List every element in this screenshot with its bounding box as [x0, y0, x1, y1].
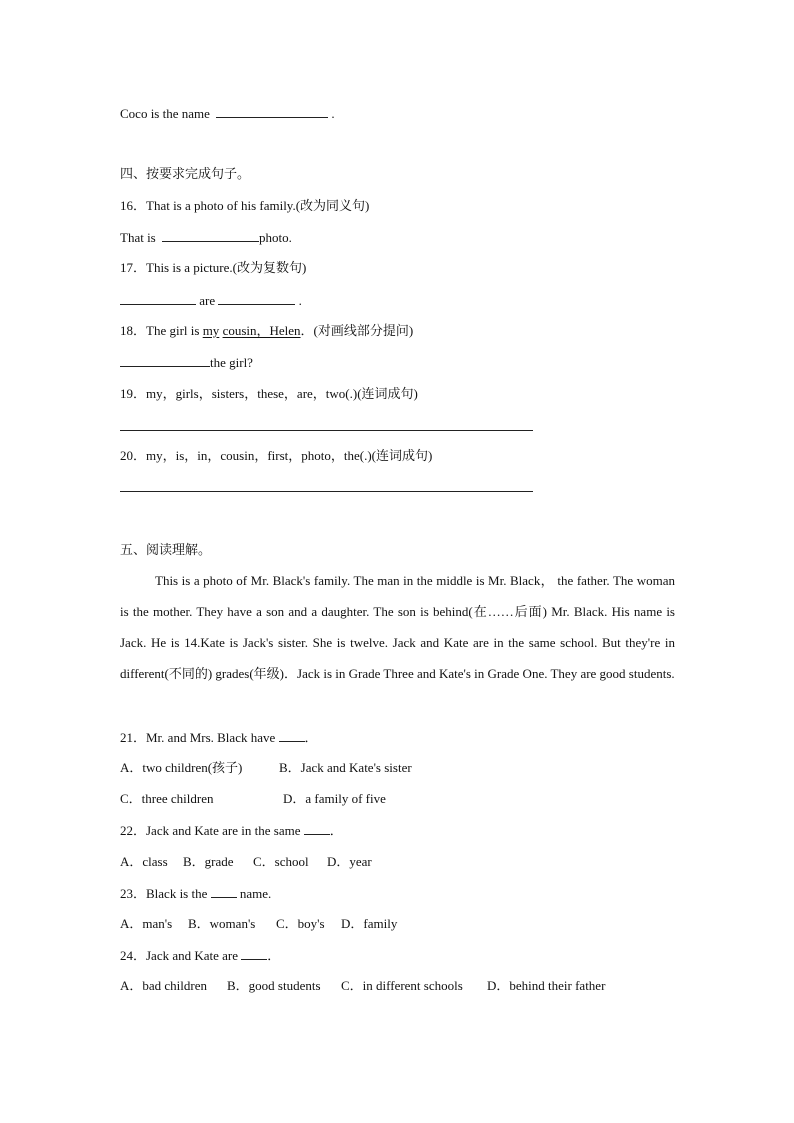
question-15-line [120, 105, 335, 122]
answer-blank[interactable] [120, 292, 196, 305]
question-23-options [120, 916, 397, 932]
option-a[interactable]: A．two children(孩子) [120, 760, 243, 775]
passage-text: This is a photo of Mr. Black's family. The man in the middle is Mr. Black， the father. The woman is the mother. They have a son and a daughter. The son is behind(在……后面) Mr. Black. His name is Jack. He is 14.Kate is Jack's sister. She is twelve. Jack and Kate are in the same school. But they're in different(不同的) grades(年级)．Jack is in Grade Three and Kate's in Grade One. They are good students. [120, 573, 675, 681]
question-19-prompt: 19．my，girls，sisters，these，are，two(.)(连词成句) [120, 386, 418, 401]
question-21-options-row-2 [120, 791, 386, 807]
question-20-prompt: 20．my，is，in，cousin，first，photo，the(.)(连词成句) [120, 448, 433, 463]
answer-blank[interactable] [216, 105, 328, 118]
answer-blank[interactable] [211, 885, 237, 898]
question-17-prompt: 17．This is a picture.(改为复数句) [120, 260, 307, 275]
answer-end: the girl? [210, 355, 253, 370]
answer-blank[interactable] [279, 729, 305, 742]
question-24-options [120, 978, 605, 994]
answer-blank[interactable] [162, 229, 259, 242]
option-a[interactable]: A．class [120, 854, 168, 869]
stem-end: ． [329, 823, 343, 838]
stem-text: 23．Black is the [120, 886, 208, 901]
answer-start: That is [120, 230, 156, 245]
option-d[interactable]: D．a family of five [283, 791, 386, 806]
underlined-phrase: cousin，Helen [222, 323, 301, 338]
stem-end: ． [304, 730, 318, 745]
option-c[interactable]: C．boy's [276, 916, 325, 931]
option-c[interactable]: C．school [253, 854, 309, 869]
reading-passage [120, 565, 675, 689]
question-18-answer-line [120, 354, 253, 371]
option-b[interactable]: B．Jack and Kate's sister [279, 760, 412, 775]
question-15-text: Coco is the name [120, 106, 210, 121]
question-21-stem [120, 729, 318, 746]
section-5-title: 五、阅读理解。 [120, 542, 212, 557]
option-a[interactable]: A．bad children [120, 978, 208, 993]
prompt-start: 18．The girl is [120, 323, 203, 338]
question-22-stem [120, 822, 343, 839]
answer-end: photo. [259, 230, 292, 245]
question-17-answer-line [120, 292, 302, 309]
option-c[interactable]: C．three children [120, 791, 214, 806]
stem-text: 22．Jack and Kate are in the same [120, 823, 301, 838]
option-b[interactable]: B．good students [227, 978, 321, 993]
answer-line[interactable] [120, 491, 533, 492]
option-d[interactable]: D．family [341, 916, 398, 931]
question-16-answer-line [120, 229, 292, 246]
option-d[interactable]: D．year [327, 854, 372, 869]
option-c[interactable]: C．in different schools [341, 978, 463, 993]
stem-end: name. [239, 886, 272, 901]
sentence-end: . [331, 106, 335, 121]
option-a[interactable]: A．man's [120, 916, 173, 931]
answer-blank[interactable] [241, 947, 267, 960]
stem-text: 21．Mr. and Mrs. Black have [120, 730, 276, 745]
section-4-title: 四、按要求完成句子。 [120, 166, 251, 181]
question-16-prompt: 16．That is a photo of his family.(改为同义句) [120, 198, 370, 213]
answer-blank[interactable] [304, 822, 330, 835]
sentence-end: . [298, 293, 302, 308]
option-d[interactable]: D．behind their father [487, 978, 606, 993]
option-b[interactable]: B．grade [183, 854, 234, 869]
prompt-end: ．(对画线部分提问) [300, 323, 414, 338]
underlined-word: my [202, 323, 220, 338]
option-b[interactable]: B．woman's [188, 916, 256, 931]
question-21-options-row-1 [120, 760, 412, 776]
question-22-options [120, 854, 372, 870]
question-24-stem [120, 947, 280, 964]
answer-blank[interactable] [120, 354, 210, 367]
stem-end: ． [267, 948, 281, 963]
stem-text: 24．Jack and Kate are [120, 948, 239, 963]
answer-line[interactable] [120, 430, 533, 431]
question-23-stem [120, 885, 271, 902]
question-18-prompt [120, 323, 413, 339]
answer-blank[interactable] [218, 292, 295, 305]
answer-mid: are [199, 293, 216, 308]
